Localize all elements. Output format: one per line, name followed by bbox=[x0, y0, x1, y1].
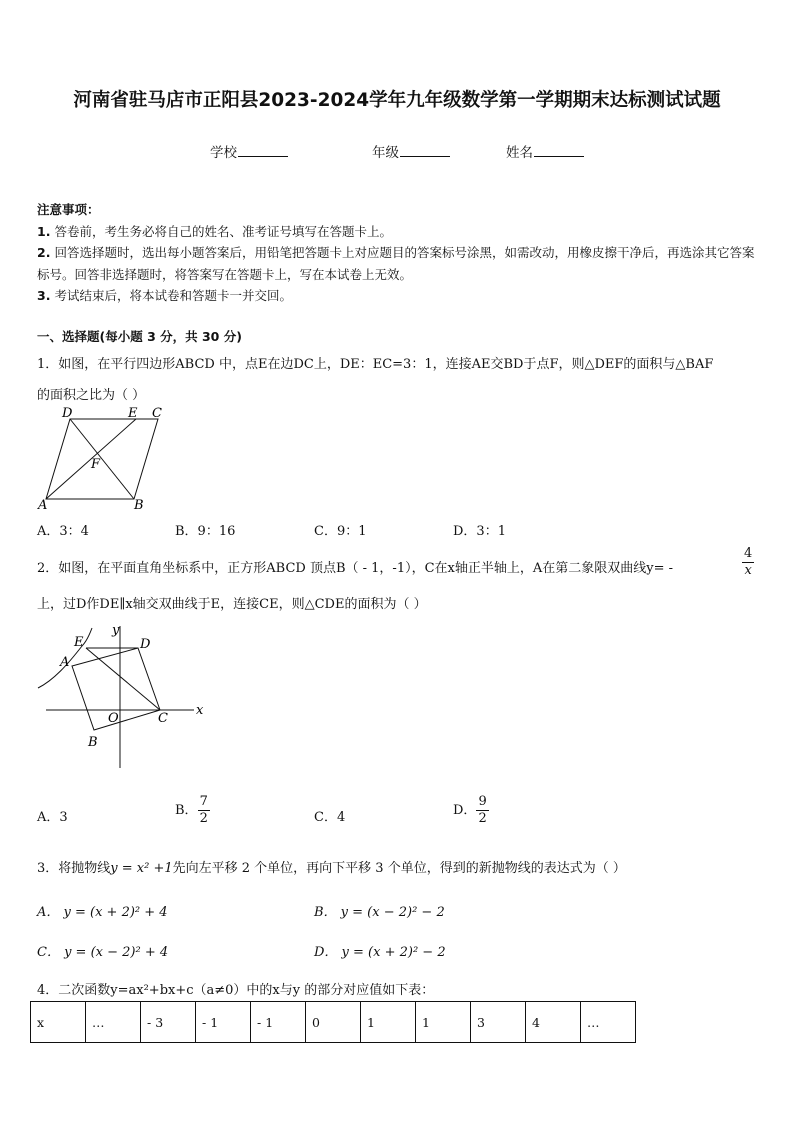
table-cell: … bbox=[86, 1002, 141, 1043]
q3-option-c: C． y = (x − 2)² + 4 bbox=[37, 945, 169, 960]
label-b: B bbox=[134, 498, 144, 513]
label-c: C bbox=[152, 406, 162, 421]
q4-value-table bbox=[30, 1001, 636, 1043]
q2-option-b: B． $\frac{7}{2}$ bbox=[175, 794, 208, 826]
table-cell: - 3 bbox=[141, 1002, 196, 1043]
name-field bbox=[506, 141, 584, 161]
q1-option-b: B．9：16 bbox=[175, 524, 236, 539]
q3-option-a: A． y = (x + 2)² + 4 bbox=[37, 905, 168, 920]
name-label: 姓名 bbox=[506, 145, 533, 161]
label-a: A bbox=[60, 655, 70, 670]
notes-block bbox=[37, 199, 757, 307]
q2-line1: 2．如图，在平面直角坐标系中，正方形ABCD 顶点B（ - 1，-1），C在x轴正半轴上，A在第二象限双曲线y= - bbox=[37, 561, 674, 576]
q2-option-d: D． $\frac{9}{2}$ bbox=[453, 794, 487, 826]
grade-field bbox=[372, 141, 450, 161]
grade-blank bbox=[400, 144, 450, 157]
section-heading: 一、选择题(每小题 3 分，共 30 分) bbox=[37, 329, 242, 344]
q1-option-c: C．9：1 bbox=[314, 524, 367, 539]
q2-coordinate-figure bbox=[34, 618, 214, 778]
q1-line1: 1．如图，在平行四边形ABCD 中，点E在边DC上，DE：EC=3：1，连接AE交BD于点F，则△DEF的面积与△BAF bbox=[37, 357, 714, 372]
label-e: E bbox=[74, 635, 84, 650]
q2-hyperbola-fraction: $\frac{4}{x}$ bbox=[744, 546, 753, 578]
grade-label: 年级 bbox=[372, 145, 399, 161]
table-cell: 1 bbox=[361, 1002, 416, 1043]
table-cell: … bbox=[581, 1002, 636, 1043]
name-blank bbox=[534, 144, 584, 157]
school-field bbox=[210, 141, 288, 161]
label-o: O bbox=[108, 711, 119, 726]
notes-heading: 注意事项： bbox=[37, 202, 100, 217]
table-cell: 3 bbox=[471, 1002, 526, 1043]
q2-option-a: A．3 bbox=[37, 810, 68, 825]
label-e: E bbox=[128, 406, 138, 421]
q1-line2: 的面积之比为（ ） bbox=[37, 388, 146, 403]
note-item: 1. 答卷前，考生务必将自己的姓名、准考证号填写在答题卡上。 bbox=[37, 223, 392, 239]
table-row bbox=[31, 1002, 636, 1043]
note-item: 3. 考试结束后，将本试卷和答题卡一并交回。 bbox=[37, 288, 292, 303]
table-cell: - 1 bbox=[251, 1002, 306, 1043]
label-f: F bbox=[91, 457, 101, 472]
label-b: B bbox=[88, 735, 98, 750]
school-blank bbox=[238, 144, 288, 157]
label-c: C bbox=[158, 711, 168, 726]
label-d: D bbox=[62, 406, 73, 421]
q2-line2: 上，过D作DE∥x轴交双曲线于E，连接CE，则△CDE的面积为（ ） bbox=[37, 597, 427, 612]
q1-parallelogram-figure bbox=[30, 405, 170, 515]
q1-option-d: D．3：1 bbox=[453, 524, 506, 539]
school-label: 学校 bbox=[210, 145, 237, 161]
q3-option-b: B． y = (x − 2)² − 2 bbox=[314, 905, 445, 920]
table-cell: x bbox=[31, 1002, 86, 1043]
segment-bd bbox=[70, 419, 134, 499]
label-x: x bbox=[196, 703, 204, 718]
table-cell: 4 bbox=[526, 1002, 581, 1043]
page-title: 河南省驻马店市正阳县2023-2024学年九年级数学第一学期期末达标测试试题 bbox=[73, 90, 721, 111]
q2-option-c: C．4 bbox=[314, 810, 346, 825]
table-cell: 0 bbox=[306, 1002, 361, 1043]
label-a: A bbox=[38, 498, 48, 513]
note-item: 2. 回答选择题时，选出每小题答案后，用铅笔把答题卡上对应题目的答案标号涂黑，如需改动，用橡皮擦干净后，再选涂其它答案标号。回答非选择题时，将答案写在答题卡上，写在本试卷上无效。 bbox=[37, 245, 755, 282]
table-cell: 1 bbox=[416, 1002, 471, 1043]
q3-stem: 3．将抛物线y = x² +1先向左平移 2 个单位，再向下平移 3 个单位，得到的新抛物线的表达式为（ ） bbox=[37, 861, 626, 876]
table-cell: - 1 bbox=[196, 1002, 251, 1043]
q3-option-d: D． y = (x + 2)² − 2 bbox=[314, 945, 446, 960]
q4-stem: 4．二次函数y=ax²+bx+c（a≠0）中的x与y 的部分对应值如下表： bbox=[37, 983, 435, 998]
label-d: D bbox=[140, 637, 151, 652]
label-y: y bbox=[112, 623, 120, 638]
q1-option-a: A．3：4 bbox=[37, 524, 89, 539]
